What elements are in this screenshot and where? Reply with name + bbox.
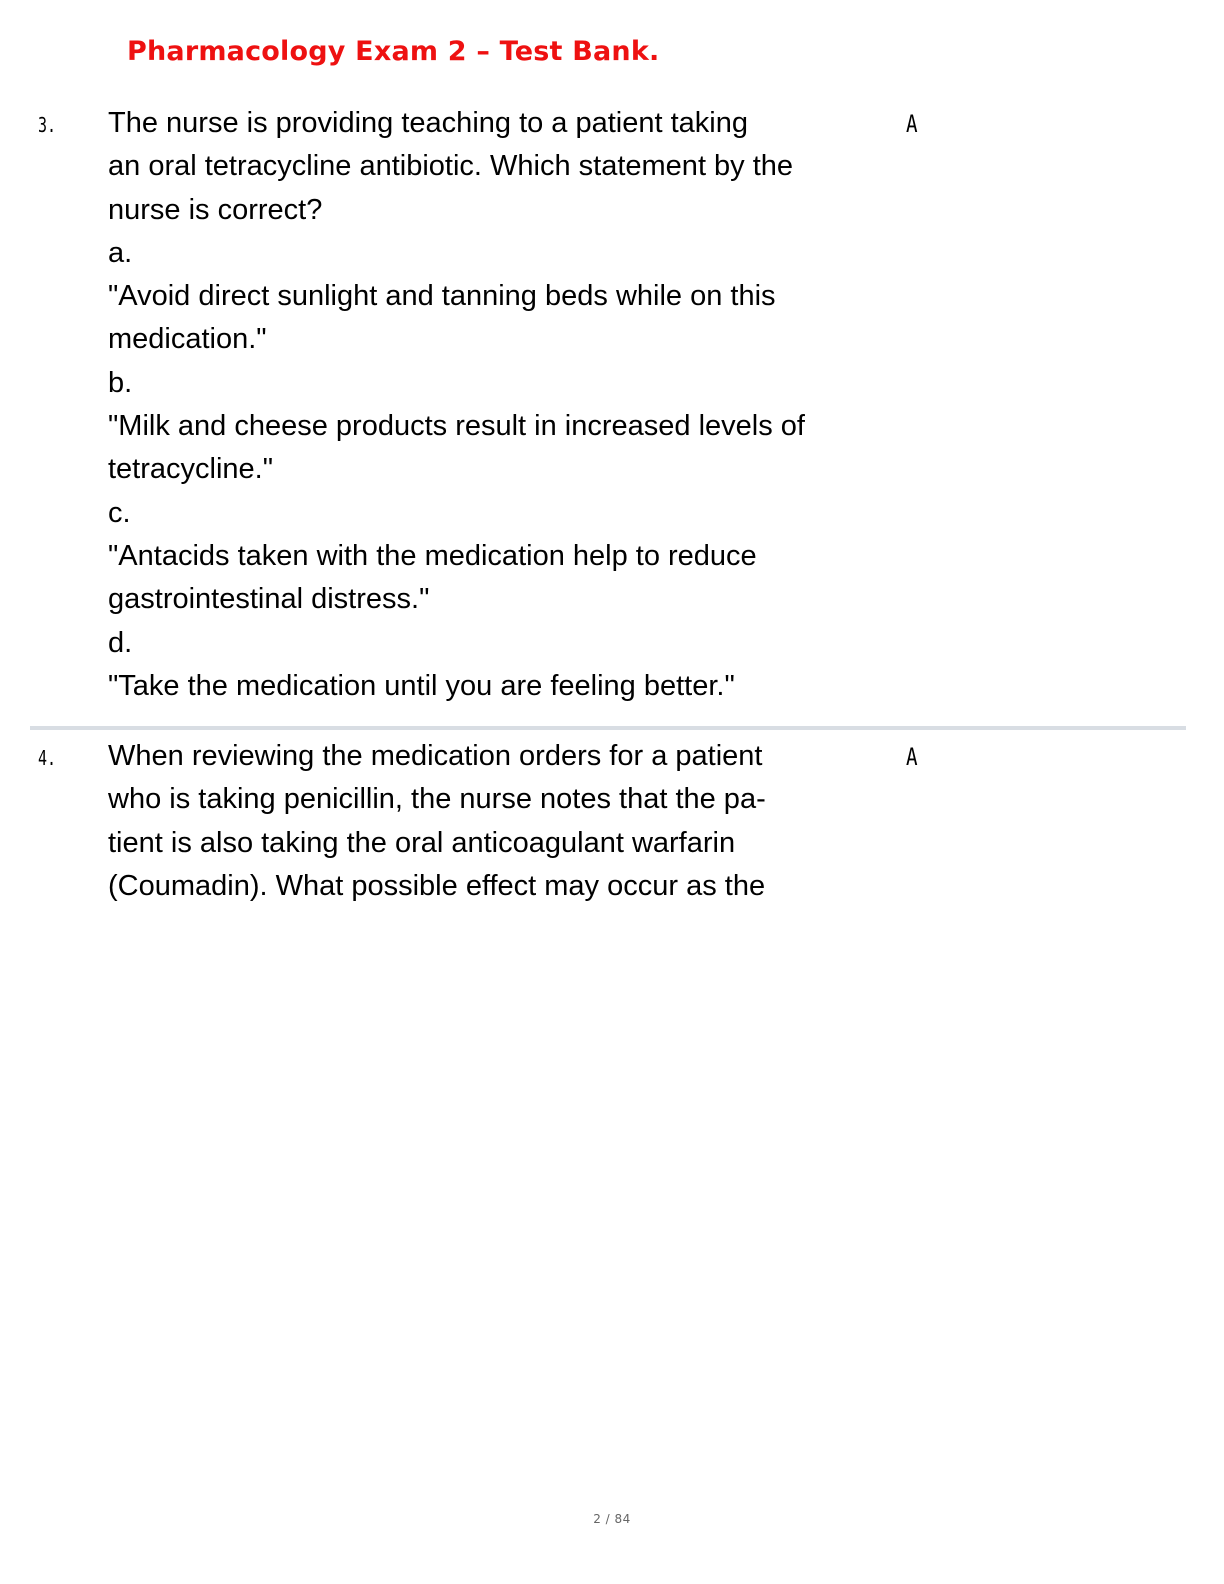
option-text-line: medication."	[108, 323, 267, 356]
question-number: 4.	[38, 746, 57, 770]
answer-key: A	[906, 110, 918, 138]
question-stem-line: (Coumadin). What possible effect may occur as the	[108, 869, 766, 902]
option-text-line: "Antacids taken with the medication help to reduce	[108, 539, 757, 572]
question-stem-line: nurse is correct?	[108, 193, 323, 226]
option-letter-b: b.	[108, 366, 133, 399]
question-number: 3.	[38, 113, 57, 137]
question-body	[108, 735, 908, 908]
question-stem-line: The nurse is providing teaching to a patient taking	[108, 107, 749, 139]
question-divider	[30, 726, 1186, 730]
question-stem-line: who is taking penicillin, the nurse notes that the pa-	[108, 783, 766, 816]
option-text-line: "Take the medication until you are feeling better."	[108, 669, 735, 702]
option-text-line: tetracycline."	[108, 453, 274, 486]
page-indicator: 2 / 84	[593, 1512, 631, 1526]
question-body	[108, 102, 908, 708]
option-letter-c: c.	[108, 496, 131, 529]
answer-key: A	[906, 743, 918, 771]
option-text-line: gastrointestinal distress."	[108, 583, 430, 616]
question-stem-line: an oral tetracycline antibiotic. Which statement by the	[108, 150, 794, 183]
document-title: Pharmacology Exam 2 – Test Bank.	[127, 36, 660, 67]
option-text-line: "Avoid direct sunlight and tanning beds while on this	[108, 280, 776, 313]
option-letter-d: d.	[108, 626, 133, 659]
option-text-line: "Milk and cheese products result in increased levels of	[108, 410, 805, 443]
question-stem-line: When reviewing the medication orders for a patient	[108, 740, 763, 772]
option-letter-a: a.	[108, 236, 133, 269]
question-stem-line: tient is also taking the oral anticoagulant warfarin	[108, 826, 736, 859]
